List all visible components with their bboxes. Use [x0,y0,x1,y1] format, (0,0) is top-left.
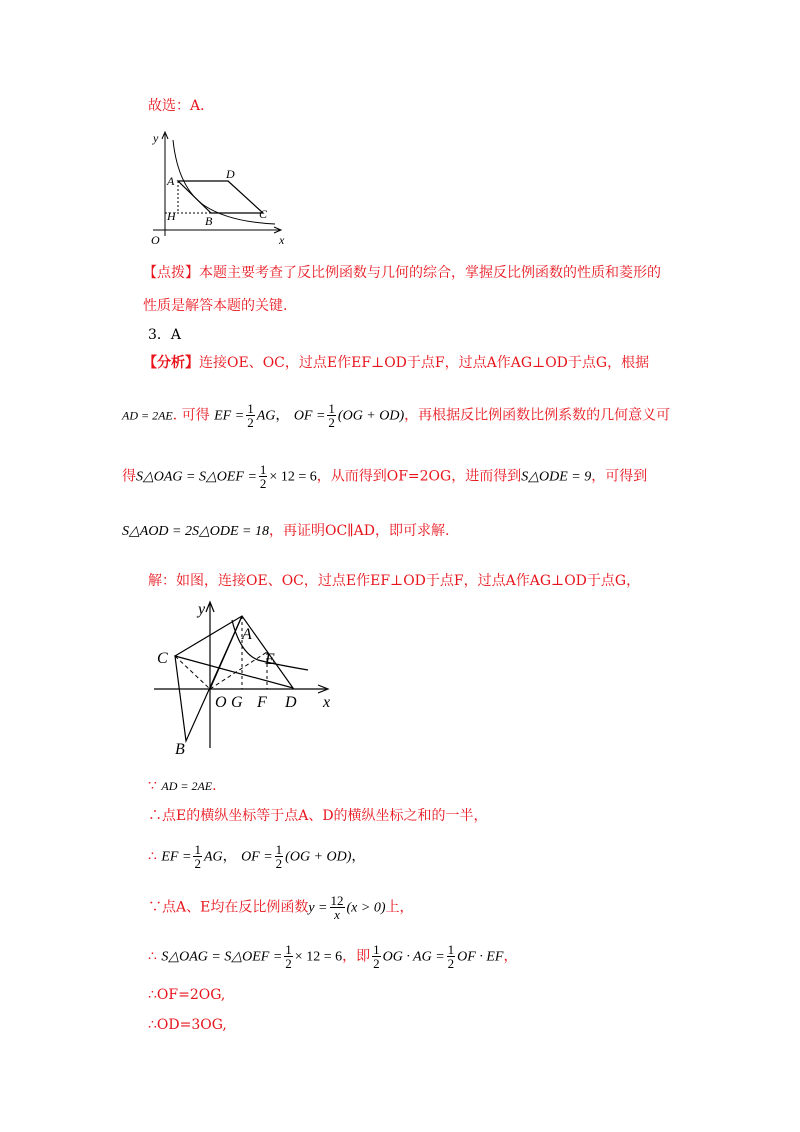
solution-line-6: ∴ S△OAG = S△OEF = $\frac{1}{2}$ × 12 = 6，即 $\frac{1}{2}$ OG · AG = $\frac{1}{2}$ OF · EF， [148,942,518,971]
fraction-half: $\frac{1}{2}$ [275,842,283,871]
fig2-label-F: F [257,694,267,711]
therefore-symbol: ∴ [148,948,157,965]
formula-domain: (x > 0) [346,900,386,916]
question-number: 3．A [148,327,182,343]
formula-ad-2ae-2: AD = 2AE [161,779,213,793]
solution-line-7: ∴OF=2OG, [148,987,226,1003]
hint-line-2: 性质是解答本题的关键. [143,298,288,314]
formula-ef-a: EF = [214,408,245,424]
answer-choice-line: 故选：A． [148,98,215,114]
text-then: ，再根据反比例函数比例系数的几何意义可 [404,407,671,424]
text-points-on: ∵点A、E均在反比例函数 [148,899,309,916]
fig2-label-O: O [215,694,227,711]
fig2-label-x: x [323,694,331,711]
formula-of-ef: OF · EF [457,949,504,965]
formula-sode9: S△ODE = 9 [521,469,592,485]
fraction-half: $\frac{1}{2}$ [247,401,254,430]
solution-line-1: 解：如图，连接OE、OC，过点E作EF⊥OD于点F，过点A作AG⊥OD于点G， [148,573,641,589]
fig1-label-A: A [167,174,175,188]
fig2-label-C: C [157,650,168,667]
fig2-label-A: A [242,626,252,643]
formula-og-ag: OG · AG = [382,949,445,965]
fig1-label-x: x [279,233,285,247]
analysis-text: 连接OE、OC，过点E作EF⊥OD于点F，过点A作AG⊥OD于点G，根据 [199,355,650,371]
solution-line-2: ∵ AD = 2AE. [148,778,217,794]
formula-saod: S△AOD = 2S△ODE = 18 [122,524,269,539]
fig1-label-y: y [153,131,159,145]
therefore-symbol: ∴ [148,848,157,865]
solution-line-3: ∴点E的横纵坐标等于点A、D的横纵坐标之和的一半， [148,808,488,824]
fraction-half: $\frac{1}{2}$ [447,942,455,971]
analysis-tag: 【分析】 [143,355,199,371]
formula-of-b: (OG + OD) [337,408,405,424]
text-on: 上， [385,899,414,916]
formula-times12: × 12 = 6 [269,469,317,485]
formula-of-a2: OF = [241,849,273,865]
formula-ef-b2: AG [203,849,223,865]
fig2-label-y: y [198,601,206,618]
fraction-half: $\frac{1}{2}$ [285,942,292,971]
formula-area-eq2: S△OAG = S△OEF = [161,949,283,965]
fig1-label-H: H [167,209,176,223]
solution-line-5 [148,894,414,921]
analysis-line-1 [143,353,649,373]
formula-ef-a2: EF = [161,849,192,865]
text-cande: ，可得到 [591,468,648,485]
text-kede: . 可得 [172,407,210,424]
figure-rhombus-hyperbola [145,128,295,248]
solution-line-8: ∴OD=3OG, [148,1017,227,1033]
text-thus: ，从而得到OF=2OG，进而得到 [316,468,522,485]
formula-times12-2: × 12 = 6 [294,949,343,965]
fraction-half: $\frac{1}{2}$ [194,842,201,871]
fraction-half: $\frac{1}{2}$ [373,942,380,971]
fraction-half: $\frac{1}{2}$ [328,401,335,430]
solution-line-4: ∴ EF = $\frac{1}{2}$ AG， OF = $\frac{1}{2}$ (OG + OD)， [148,842,366,871]
fig1-label-D: D [226,167,235,181]
formula-ef-b: AG [256,408,276,424]
fraction-12-over-x: $\frac{12}{x}$ [330,893,344,922]
analysis-line-4 [122,521,449,542]
formula-of-a: OF = [293,408,326,424]
text-prove: ，再证明OC∥AD，即可求解. [268,523,450,539]
fig2-label-G: G [231,694,243,711]
fig2-label-E: E [265,651,275,668]
fig1-label-B: B [205,214,213,228]
fig2-label-D: D [285,694,297,711]
analysis-line-2: AD = 2AE. 可得 EF = $\frac{1}{2}$ AG， OF = $\frac{1}{2}$ (OG + OD)，再根据反比例函数比例系数的几何意义可 [122,401,671,430]
fig1-label-O: O [151,233,160,247]
hint-line-1: 【点拨】本题主要考查了反比例函数与几何的综合，掌握反比例函数的性质和菱形的 [143,265,661,281]
formula-of-b2: (OG + OD) [285,849,352,865]
formula-ad-2ae: AD = 2AE [122,408,173,423]
formula-y-eq: y = [308,900,328,916]
because-symbol: ∵ [148,778,157,794]
figure-triangle-hyperbola [148,598,348,763]
fraction-half: $\frac{1}{2}$ [259,462,267,491]
fig1-label-C: C [259,207,268,221]
text-ji: ，即 [342,948,371,965]
text-de: 得 [122,468,136,485]
analysis-line-3 [122,463,647,490]
formula-area-eq: S△OAG = S△OEF = [136,469,257,485]
fig2-label-B: B [175,741,185,758]
